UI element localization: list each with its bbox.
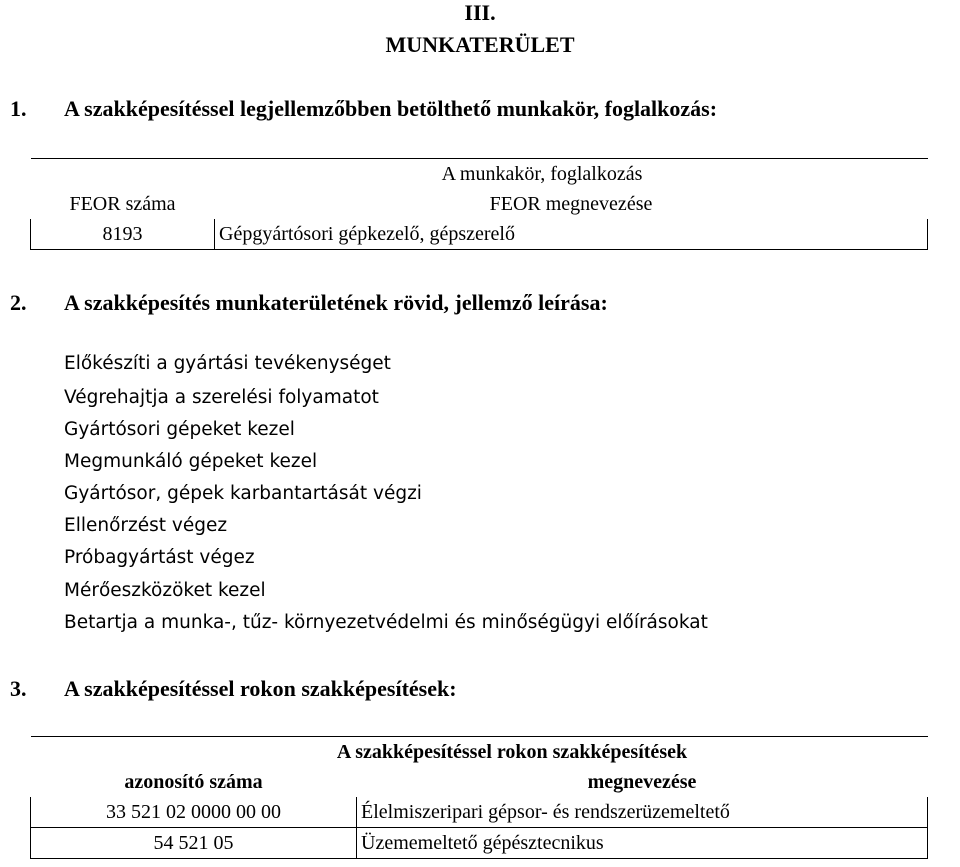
section-2-title: A szakképesítés munkaterületének rövid, jellemző leírása: [64,290,608,315]
duty-item: Végrehajtja a szerelési folyamatot [64,387,379,408]
table-row [31,797,928,828]
duty-item: Próbagyártást végez [64,547,255,568]
qualification-name-cell: Élelmiszeripari gépsor- és rendszerüzemeltető [357,797,928,828]
qualification-id-cell: 33 521 02 0000 00 00 [31,797,357,828]
section-2-number: 2. [10,290,27,315]
duty-item: Előkészíti a gyártási tevékenységet [64,353,391,374]
qualification-name-cell: Üzememeltető gépésztecnikus [357,828,928,859]
duty-item: Ellenőrzést végez [64,515,228,536]
feor-name-header: FEOR megnevezése [489,192,653,215]
duty-item: Gyártósor, gépek karbantartását végzi [64,483,422,504]
feor-code-cell: 8193 [31,219,215,250]
duty-item: Betartja a munka-, tűz- környezetvédelmi és minőségügyi előírásokat [64,612,708,633]
qualification-name-header: megnevezése [587,770,697,793]
occupation-table [30,158,928,250]
related-qualifications-table [30,736,928,859]
occupation-table-title: A munkakör, foglalkozás [441,162,643,185]
duty-item: Mérőeszközöket kezel [64,580,266,601]
table-row [31,219,928,250]
duty-item: Megmunkáló gépeket kezel [64,451,318,472]
feor-name-cell: Gépgyártósori gépkezelő, gépszerelő [215,219,928,250]
section-3-number: 3. [10,676,27,701]
table-row [31,828,928,859]
related-table-title: A szakképesítéssel rokon szakképesítések [336,740,688,763]
duty-item: Gyártósori gépeket kezel [64,419,295,440]
section-1-number: 1. [10,96,27,121]
feor-code-header: FEOR száma [69,192,176,215]
section-roman-numeral: III. [464,0,496,25]
id-number-header: azonosító száma [124,770,263,793]
section-1-title: A szakképesítéssel legjellemzőbben betölthető munkakör, foglalkozás: [64,96,718,121]
section-3-title: A szakképesítéssel rokon szakképesítések: [64,676,457,701]
page-title: MUNKATERÜLET [385,32,575,57]
qualification-id-cell: 54 521 05 [31,828,357,859]
